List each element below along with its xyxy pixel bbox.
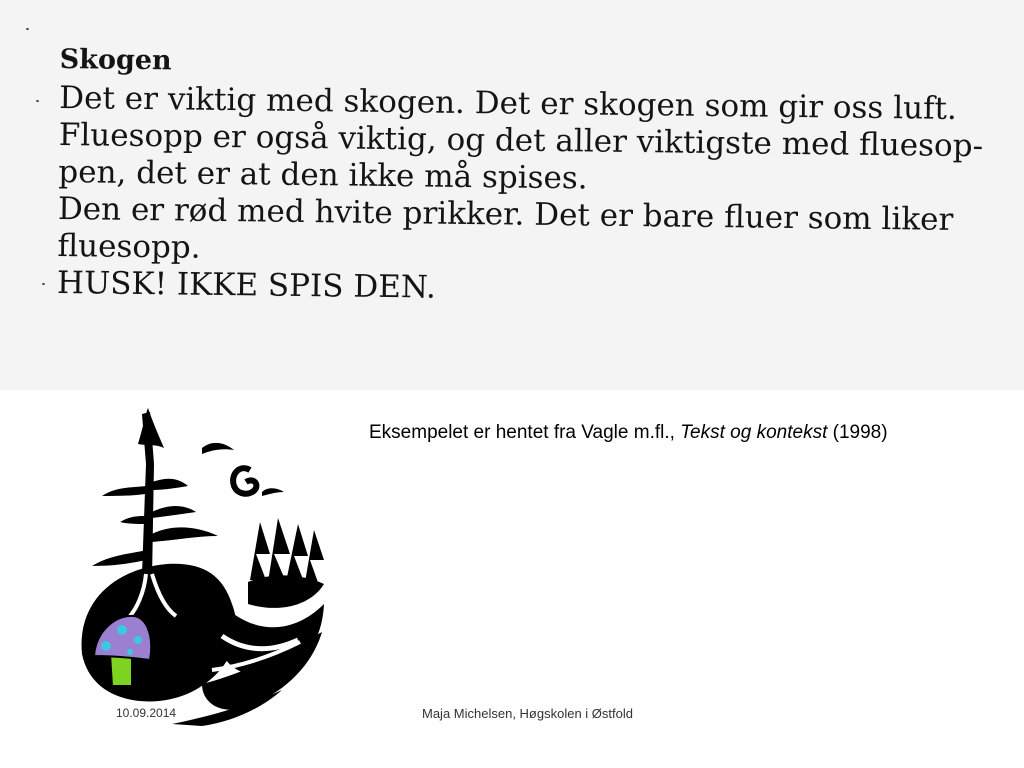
source-prefix: Eksempelet er hentet fra Vagle m.fl., — [369, 422, 681, 443]
source-book-title: Tekst og kontekst — [680, 422, 828, 443]
scan-line: HUSK! IKKE SPIS DEN. — [56, 264, 437, 306]
scan-line: fluesopp. — [57, 227, 201, 266]
scan-speck — [26, 28, 29, 30]
scan-line: Fluesopp er også viktig, og det aller viktigste med fluesop- — [58, 116, 984, 165]
forest-mushroom-illustration-icon — [72, 404, 342, 729]
footer-author: Maja Michelsen, Høgskolen i Østfold — [422, 706, 633, 721]
scan-line: pen, det er at den ikke må spises. — [58, 153, 588, 197]
scan-title: Skogen — [59, 43, 172, 77]
scan-speck — [42, 283, 45, 285]
scanned-text — [56, 40, 984, 313]
footer-date: 10.09.2014 — [116, 706, 177, 720]
source-suffix: (1998) — [827, 422, 888, 443]
source-citation — [369, 422, 888, 444]
scan-line: Det er viktig med skogen. Det er skogen som gir oss luft. — [59, 79, 958, 127]
scan-line: Den er rød med hvite prikker. Det er bare fluer som liker — [57, 190, 954, 238]
scan-speck — [36, 100, 39, 102]
